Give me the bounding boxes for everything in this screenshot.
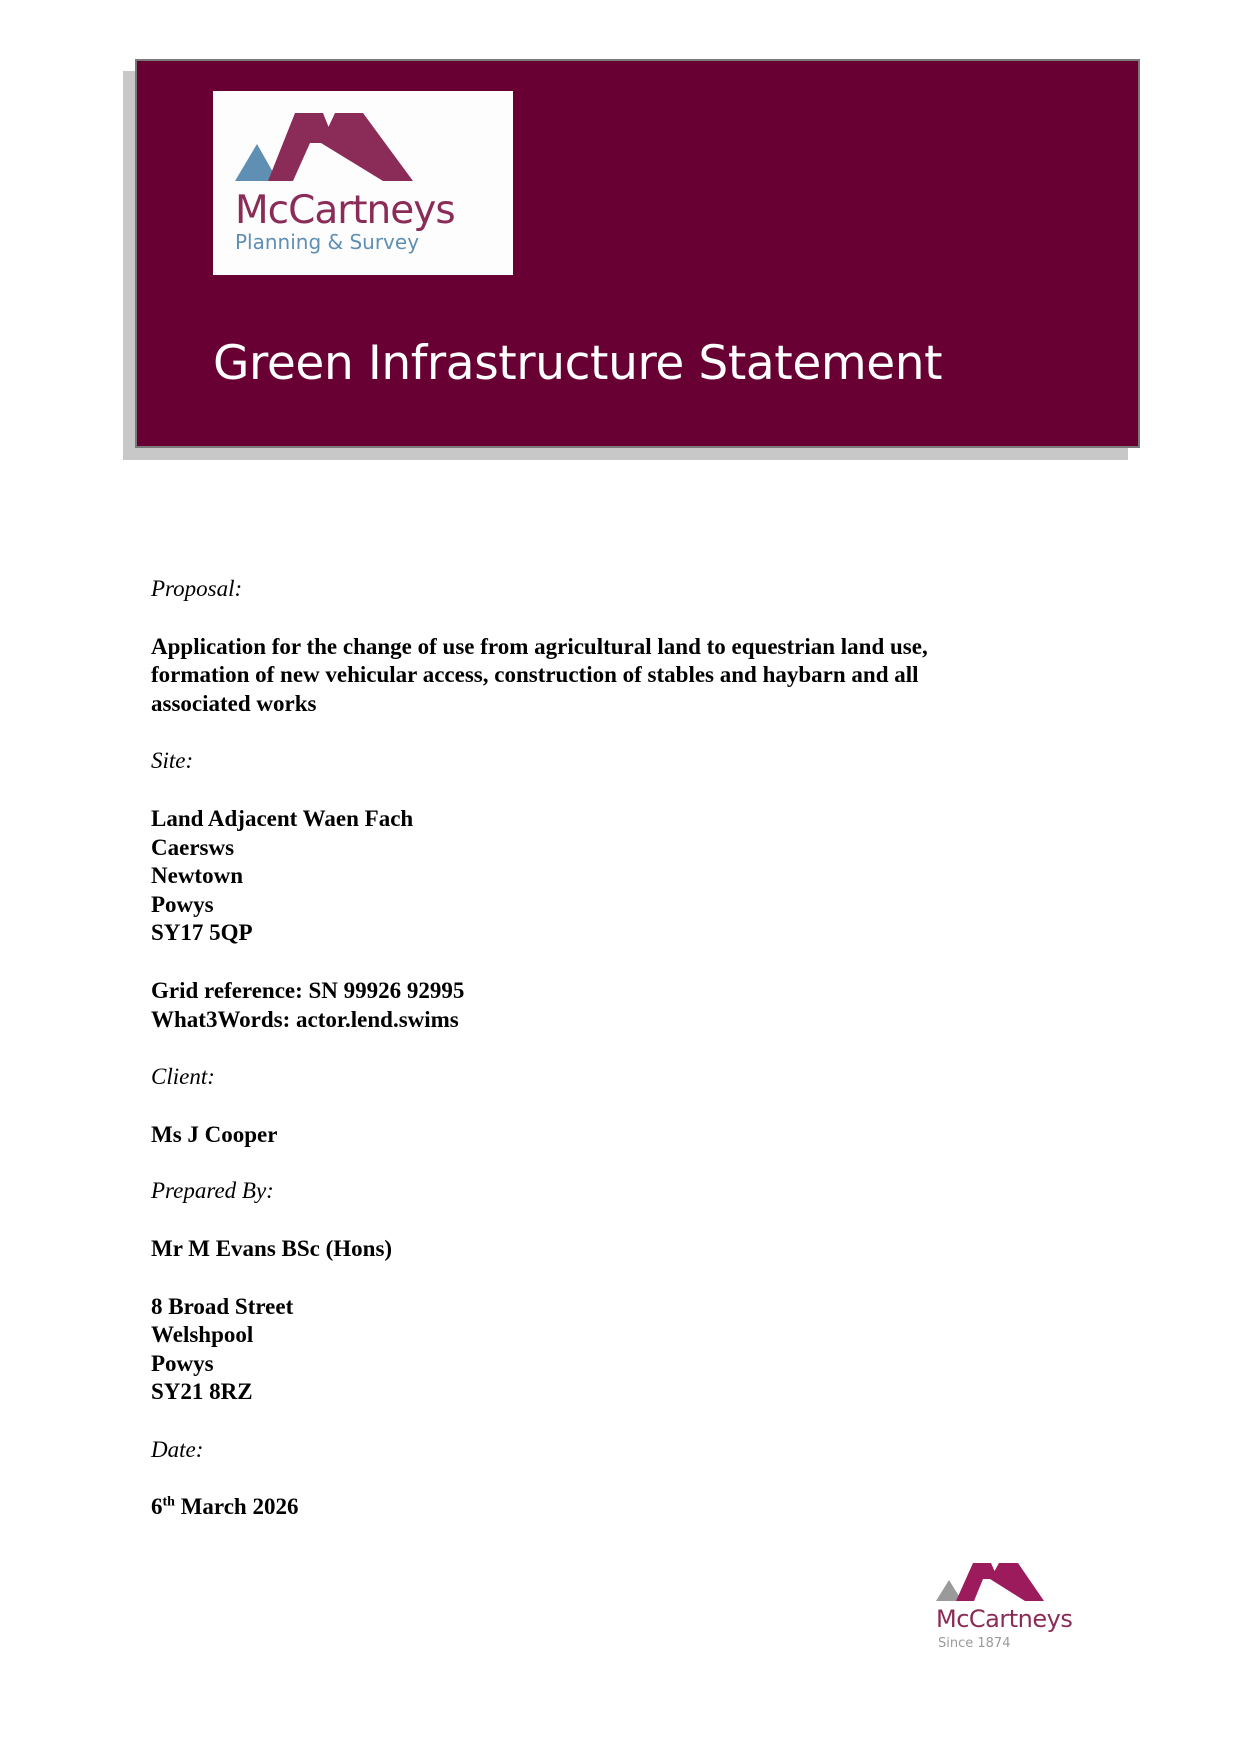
footer-tagline: Since 1874 bbox=[938, 1636, 1011, 1651]
date-label: Date: bbox=[151, 1436, 204, 1462]
site-address-line: Powys bbox=[151, 891, 214, 917]
logo-brand-text: McCartneys bbox=[235, 188, 455, 233]
footer-brand-text: McCartneys bbox=[936, 1605, 1073, 1633]
preparer-address-line: Welshpool bbox=[151, 1322, 254, 1348]
site-address-line: Caersws bbox=[151, 834, 235, 860]
mountain-logo-icon bbox=[930, 1555, 1100, 1605]
client-label: Client: bbox=[151, 1064, 215, 1090]
cover-details bbox=[151, 575, 1051, 1522]
footer-logo bbox=[930, 1555, 1100, 1655]
document-title: Green Infrastructure Statement bbox=[213, 336, 943, 391]
logo-subtitle-text: Planning & Survey bbox=[235, 230, 420, 254]
preparer-address-line: Powys bbox=[151, 1350, 214, 1376]
proposal-line: formation of new vehicular access, construction of stables and haybarn and all bbox=[151, 662, 919, 688]
site-address-line: Land Adjacent Waen Fach bbox=[151, 805, 414, 831]
proposal-label: Proposal: bbox=[151, 576, 243, 601]
date-rest: March 2026 bbox=[174, 1494, 299, 1520]
document-date bbox=[151, 1493, 1051, 1522]
grid-reference: Grid reference: SN 99926 92995 bbox=[151, 977, 465, 1003]
date-suffix: th bbox=[162, 1494, 175, 1510]
company-logo bbox=[213, 91, 513, 275]
proposal-line: associated works bbox=[151, 690, 317, 716]
client-name: Ms J Cooper bbox=[151, 1121, 278, 1147]
preparer-name: Mr M Evans BSc (Hons) bbox=[151, 1235, 393, 1261]
preparer-address-line: 8 Broad Street bbox=[151, 1293, 294, 1319]
prepared-by-label: Prepared By: bbox=[151, 1178, 274, 1204]
site-label: Site: bbox=[151, 748, 194, 774]
site-address-line: SY17 5QP bbox=[151, 920, 253, 946]
date-day: 6 bbox=[151, 1494, 163, 1520]
what3words: What3Words: actor.lend.swims bbox=[151, 1006, 459, 1032]
site-address-line: Newtown bbox=[151, 863, 243, 889]
proposal-line: Application for the change of use from agricultural land to equestrian land use, bbox=[151, 633, 928, 659]
preparer-address-line: SY21 8RZ bbox=[151, 1379, 253, 1405]
title-banner bbox=[135, 59, 1140, 448]
